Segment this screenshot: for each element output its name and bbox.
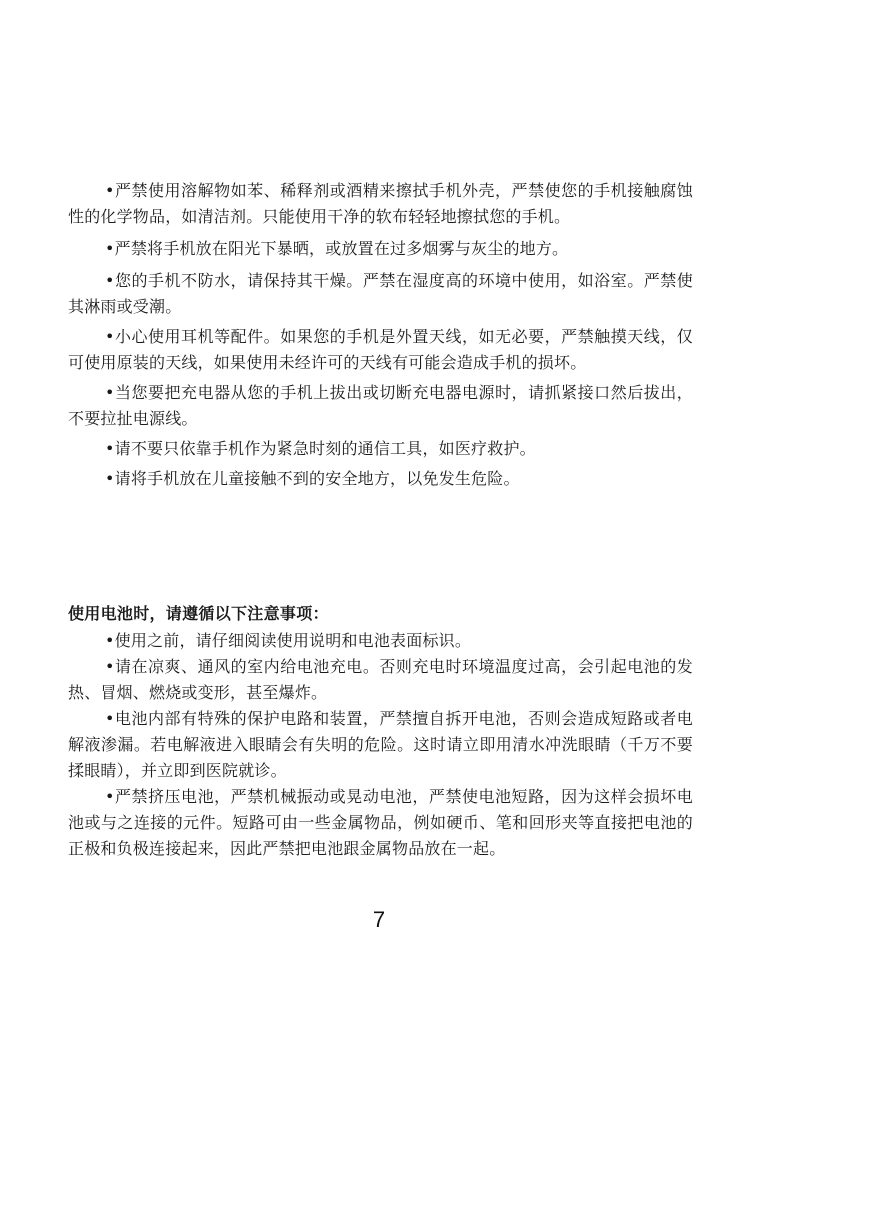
page-number: 7 <box>372 907 386 932</box>
battery-note-short-circuit: •严禁挤压电池，严禁机械振动或晃动电池，严禁使电池短路，因为这样会损坏电池或与之连接的元件。短路可由一些金属物品，例如硬币、笔和回形夹等直接把电池的正极和负极连接起来，因此严禁把电池跟金属物品放在一起。 <box>68 787 693 858</box>
battery-note-charging: •请在凉爽、通风的室内给电池充电。否则充电时环境温度过高，会引起电池的发热、冒烟、燃烧或变形，甚至爆炸。 <box>68 657 693 702</box>
battery-safety-section <box>68 602 693 862</box>
battery-section-heading: 使用电池时，请遵循以下注意事项： <box>68 604 329 623</box>
safety-note-accessories: •小心使用耳机等配件。如果您的手机是外置天线，如无必要，严禁触摸天线，仅可使用原装的天线，如果使用未经许可的天线有可能会造成手机的损坏。 <box>68 327 693 372</box>
safety-note-sunlight: •严禁将手机放在阳光下暴晒，或放置在过多烟雾与灰尘的地方。 <box>105 239 569 258</box>
safety-note-charger: •当您要把充电器从您的手机上拔出或切断充电器电源时，请抓紧接口然后拔出，不要拉扯电源线。 <box>68 383 693 428</box>
general-safety-notes <box>68 178 693 492</box>
battery-note-read-manual: •使用之前，请仔细阅读使用说明和电池表面标识。 <box>105 631 472 650</box>
safety-note-waterproof: •您的手机不防水，请保持其干燥。严禁在湿度高的环境中使用，如浴室。严禁使其淋雨或受潮。 <box>68 271 693 316</box>
battery-note-disassembly: •电池内部有特殊的保护电路和装置，严禁擅自拆开电池，否则会造成短路或者电解液渗漏。若电解液进入眼睛会有失明的危险。这时请立即用清水冲洗眼睛（千万不要揉眼睛），并立即到医院就诊。 <box>68 709 693 780</box>
safety-note-emergency: •请不要只依靠手机作为紧急时刻的通信工具，如医疗救护。 <box>105 439 536 458</box>
safety-note-children: •请将手机放在儿童接触不到的安全地方，以免发生危险。 <box>105 469 520 488</box>
safety-note-solvents: •严禁使用溶解物如苯、稀释剂或酒精来擦拭手机外壳，严禁使您的手机接触腐蚀性的化学物品，如清洁剂。只能使用干净的软布轻轻地擦拭您的手机。 <box>68 181 693 226</box>
